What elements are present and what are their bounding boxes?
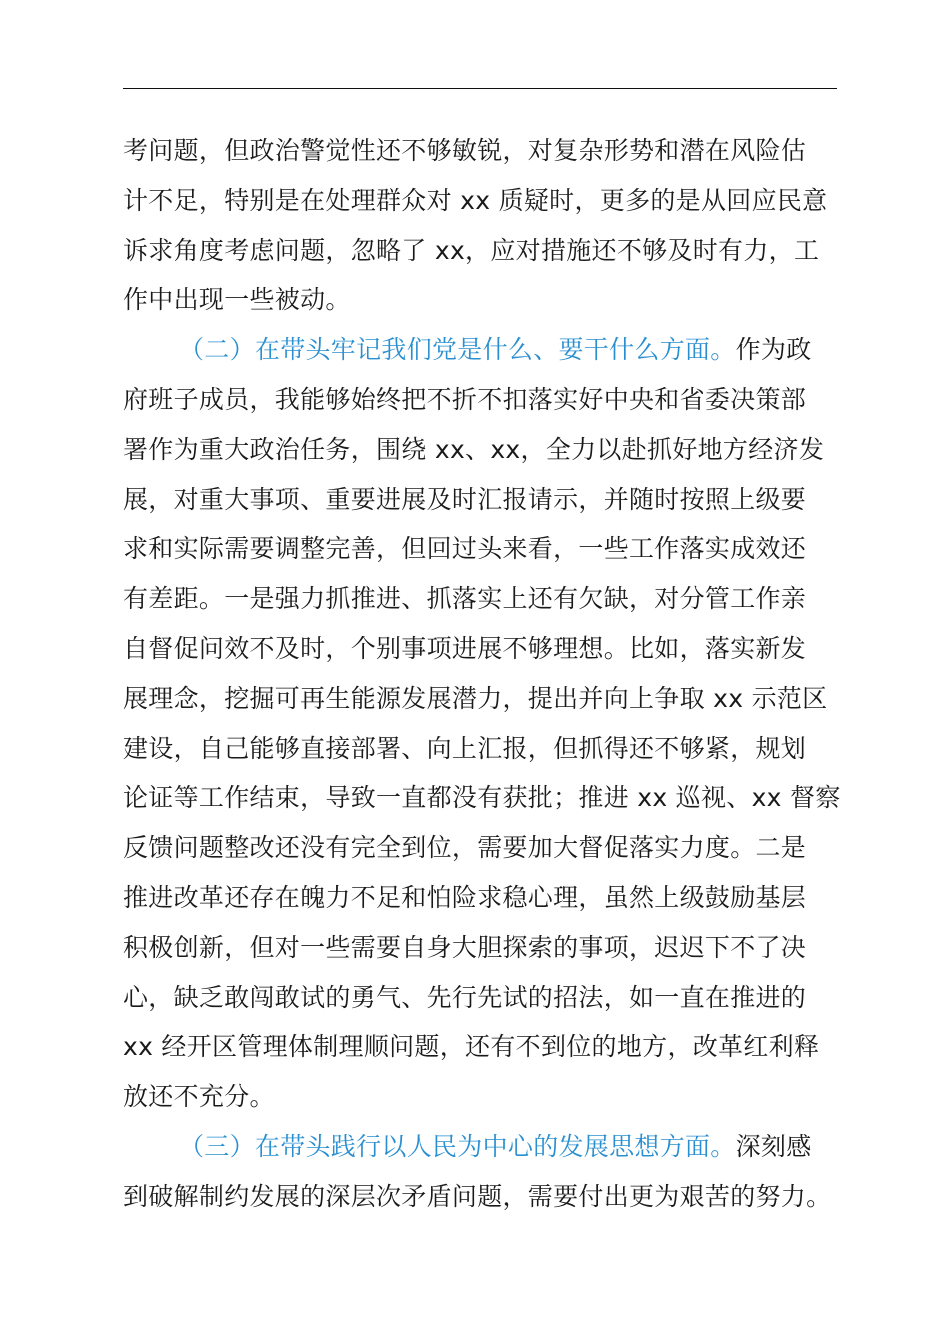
text-line: 有差距。一是强力抓推进、抓落实上还有欠缺，对分管工作亲 <box>123 584 807 614</box>
text-line: 展，对重大事项、重要进展及时汇报请示，并随时按照上级要 <box>123 484 807 514</box>
section-heading-3: （三）在带头践行以人民为中心的发展思想方面。 <box>179 1131 736 1161</box>
text-line: 展理念，挖掘可再生能源发展潜力，提出并向上争取 xx 示范区 <box>123 683 828 713</box>
text-line: 考问题，但政治警觉性还不够敏锐，对复杂形势和潜在风险估 <box>123 136 807 165</box>
text-line: 到破解制约发展的深层次矛盾问题，需要付出更为艰苦的努力。 <box>123 1181 832 1211</box>
body-text <box>123 126 841 1222</box>
text-line: 计不足，特别是在处理群众对 xx 质疑时，更多的是从回应民意 <box>123 185 828 215</box>
text-line: 诉求角度考虑问题，忽略了 xx，应对措施还不够及时有力，工 <box>123 235 820 265</box>
text-line: 府班子成员，我能够始终把不折不扣落实好中央和省委决策部 <box>123 384 807 414</box>
section-heading-line <box>123 1122 837 1172</box>
text-line: 作中出现一些被动。 <box>123 285 351 315</box>
text-line: 放还不充分。 <box>123 1082 275 1112</box>
text-line: 建设，自己能够直接部署、向上汇报，但抓得还不够紧，规划 <box>123 733 807 763</box>
header-rule <box>123 88 837 89</box>
section-heading-2: （二）在带头牢记我们党是什么、要干什么方面。 <box>179 335 736 365</box>
text-line: 推进改革还存在魄力不足和怕险求稳心理，虽然上级鼓励基层 <box>123 882 807 912</box>
text-line: 自督促问效不及时，个别事项进展不够理想。比如，落实新发 <box>123 633 807 663</box>
text-line: 论证等工作结束，导致一直都没有获批；推进 xx 巡视、xx 督察 <box>123 783 841 813</box>
section-lead-text: 深刻感 <box>735 1131 812 1161</box>
text-line: 求和实际需要调整完善，但回过头来看，一些工作落实成效还 <box>123 534 807 564</box>
text-line: 署作为重大政治任务，围绕 xx、xx，全力以赴抓好地方经济发 <box>123 434 825 464</box>
text-line: 反馈问题整改还没有完全到位，需要加大督促落实力度。二是 <box>123 833 807 863</box>
text-line: xx 经开区管理体制理顺问题，还有不到位的地方，改革红利释 <box>123 1032 820 1062</box>
text-line: 积极创新，但对一些需要自身大胆探索的事项，迟迟下不了决 <box>123 932 807 962</box>
section-heading-line <box>123 325 837 375</box>
section-lead-text: 作为政 <box>735 335 812 365</box>
text-line: 心，缺乏敢闯敢试的勇气、先行先试的招法，如一直在推进的 <box>123 982 807 1012</box>
